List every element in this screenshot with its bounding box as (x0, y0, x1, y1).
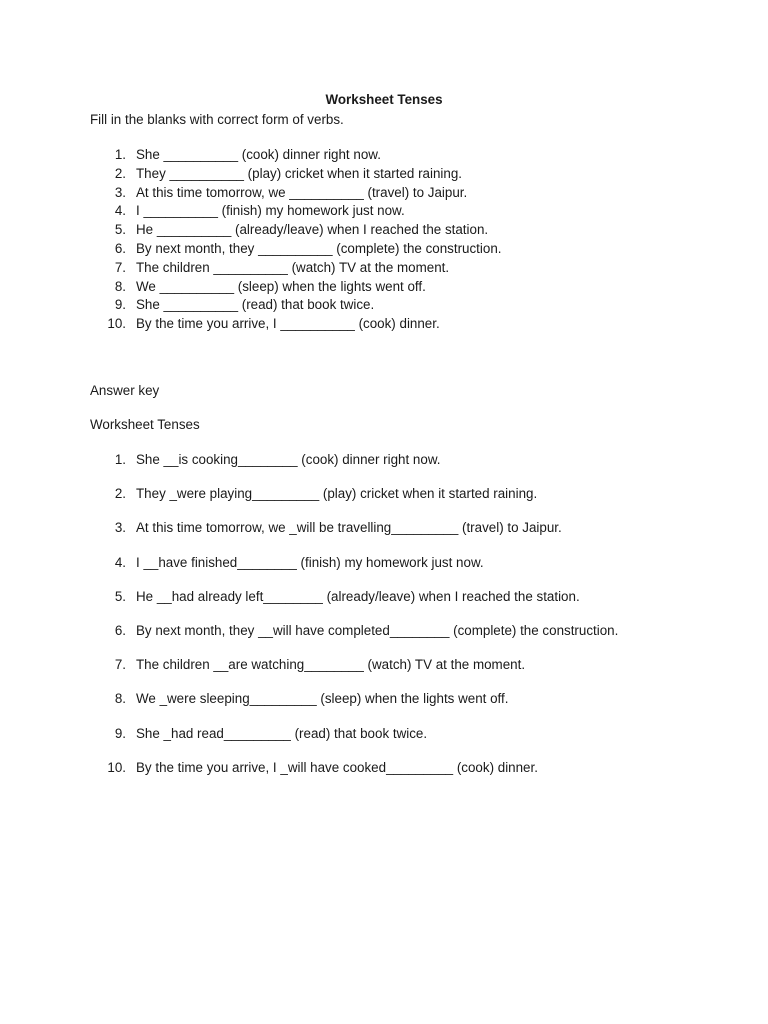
question-number: 3. (114, 184, 126, 200)
question-text: At this time tomorrow, we __________ (travel) to Jaipur. (136, 184, 468, 200)
answer-number: 8. (114, 691, 126, 707)
answer-number: 3. (114, 520, 126, 536)
worksheet-title: Worksheet Tenses (325, 92, 443, 107)
answer-text: She _had read_________ (read) that book twice. (136, 725, 428, 741)
answer-text: I __have finished________ (finish) my homework just now. (136, 554, 484, 570)
answer-text: He __had already left________ (already/leave) when I reached the station. (136, 588, 580, 604)
answer-number: 1. (114, 452, 126, 467)
question-number: 8. (114, 278, 126, 294)
question-text: We __________ (sleep) when the lights went off. (136, 278, 426, 294)
question-number: 7. (114, 259, 126, 275)
answer-number: 4. (114, 554, 126, 570)
answer-text: The children __are watching________ (watch) TV at the moment. (136, 657, 526, 673)
answer-number: 10. (107, 759, 126, 775)
question-text: I __________ (finish) my homework just now. (136, 203, 405, 219)
question-text: By the time you arrive, I __________ (cook) dinner. (136, 316, 440, 332)
answer-text: They _were playing_________ (play) cricket when it started raining. (136, 486, 538, 502)
question-text: She __________ (read) that book twice. (136, 297, 375, 313)
question-text: They __________ (play) cricket when it started raining. (136, 165, 463, 181)
answer-key-subtitle: Worksheet Tenses (90, 417, 200, 432)
answer-text: By next month, they __will have completed________ (complete) the construction. (136, 622, 619, 638)
question-text: She __________ (cook) dinner right now. (136, 147, 381, 162)
answer-number: 5. (114, 588, 126, 604)
question-text: The children __________ (watch) TV at the moment. (136, 259, 450, 275)
answer-text: By the time you arrive, I _will have cooked_________ (cook) dinner. (136, 759, 538, 775)
answer-key-label: Answer key (90, 383, 160, 398)
question-number: 2. (114, 165, 126, 181)
answer-number: 7. (114, 657, 126, 673)
answer-number: 2. (114, 486, 126, 502)
question-text: By next month, they __________ (complete) the construction. (136, 240, 502, 256)
answer-text: We _were sleeping_________ (sleep) when the lights went off. (136, 691, 509, 707)
answer-number: 6. (114, 622, 126, 638)
question-number: 6. (114, 240, 126, 256)
answer-text: At this time tomorrow, we _will be travelling_________ (travel) to Jaipur. (136, 520, 562, 536)
worksheet-instructions: Fill in the blanks with correct form of verbs. (90, 112, 344, 127)
question-number: 5. (114, 222, 126, 238)
answer-number: 9. (114, 725, 126, 741)
question-number: 1. (114, 147, 126, 162)
question-number: 4. (114, 203, 126, 219)
question-number: 10. (107, 316, 126, 332)
question-text: He __________ (already/leave) when I reached the station. (136, 222, 489, 238)
question-number: 9. (114, 297, 126, 313)
answer-text: She __is cooking________ (cook) dinner right now. (136, 452, 441, 467)
